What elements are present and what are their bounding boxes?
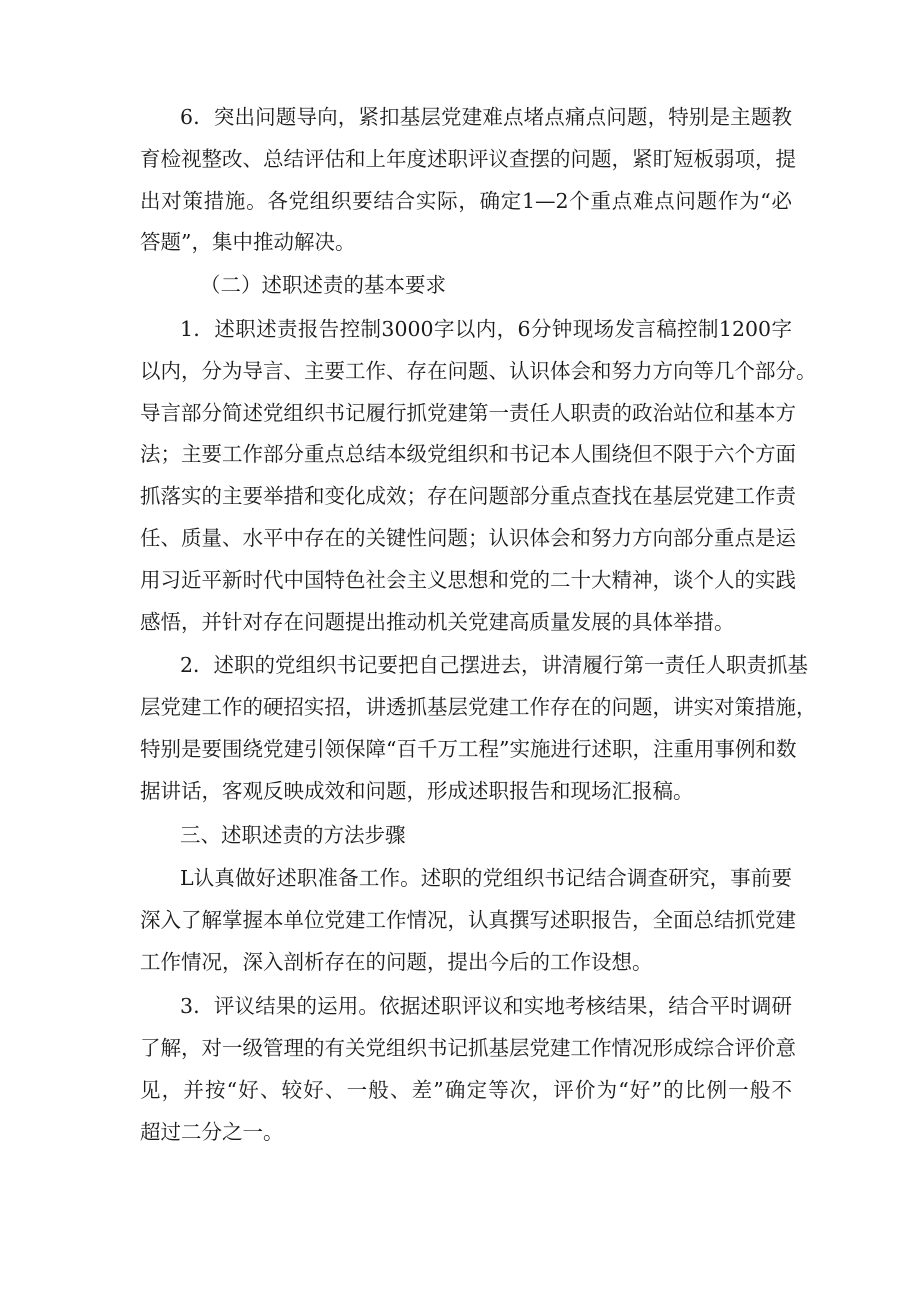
- paragraph-6-line-4: 答题”，集中推动解决。: [140, 230, 356, 254]
- paragraph-1-line-5: 抓落实的主要举措和变化成效；存在问题部分重点查找在基层党建工作责: [140, 484, 796, 508]
- paragraph-L-line-3: 工作情况，深入剖析存在的问题，提出今后的工作设想。: [140, 950, 653, 974]
- paragraph-L-line-2: 深入了解掌握本单位党建工作情况，认真撰写述职报告，全面总结抓党建: [140, 908, 796, 932]
- paragraph-6-line-1: 6．突出问题导向，紧扣基层党建难点堵点痛点问题，特别是主题教: [180, 105, 792, 129]
- paragraph-1-line-7: 用习近平新时代中国特色社会主义思想和党的二十大精神，谈个人的实践: [140, 568, 796, 592]
- paragraph-3-line-1: 3．评议结果的运用。依据述职评议和实地考核结果，结合平时调研: [180, 994, 792, 1018]
- paragraph-1-line-1: 1．述职述责报告控制3000字以内，6分钟现场发言稿控制1200字: [180, 317, 792, 341]
- paragraph-2-line-4: 据讲话，客观反映成效和问题，形成述职报告和现场汇报稿。: [140, 779, 694, 803]
- paragraph-3-line-3: 见，并按“好、较好、一般、差”确定等次，评价为“好”的比例一般不: [140, 1078, 792, 1102]
- paragraph-2-line-2: 层党建工作的硬招实招，讲透抓基层党建工作存在的问题，讲实对策措施，: [140, 695, 817, 719]
- paragraph-2-line-1: 2．述职的党组织书记要把自己摆进去，讲清履行第一责任人职责抓基: [180, 653, 809, 677]
- paragraph-L-line-1: L认真做好述职准备工作。述职的党组织书记结合调查研究，事前要: [180, 866, 792, 890]
- paragraph-1-line-2: 以内，分为导言、主要工作、存在问题、认识体会和努力方向等几个部分。: [140, 359, 817, 383]
- section-3-heading: 三、述职述责的方法步骤: [180, 823, 406, 847]
- paragraph-1-line-3: 导言部分简述党组织书记履行抓党建第一责任人职责的政治站位和基本方: [140, 401, 796, 425]
- paragraph-6-line-3: 出对策措施。各党组织要结合实际，确定1—2个重点难点问题作为“必: [140, 189, 792, 213]
- paragraph-1-line-6: 任、质量、水平中存在的关键性问题；认识体会和努力方向部分重点是运: [140, 526, 796, 550]
- paragraph-1-line-4: 法；主要工作部分重点总结本级党组织和书记本人围绕但不限于六个方面: [140, 442, 796, 466]
- paragraph-6-line-2: 育检视整改、总结评估和上年度述职评议查摆的问题，紧盯短板弱项，提: [140, 147, 796, 171]
- section-2-heading: （二）述职述责的基本要求: [200, 273, 446, 297]
- paragraph-3-line-2: 了解，对一级管理的有关党组织书记抓基层党建工作情况形成综合评价意: [140, 1036, 796, 1060]
- paragraph-3-line-4: 超过二分之一。: [140, 1120, 284, 1144]
- paragraph-1-line-8: 感悟，并针对存在问题提出推动机关党建高质量发展的具体举措。: [140, 610, 735, 634]
- paragraph-2-line-3: 特别是要围绕党建引领保障“百千万工程”实施进行述职，注重用事例和数: [140, 737, 797, 761]
